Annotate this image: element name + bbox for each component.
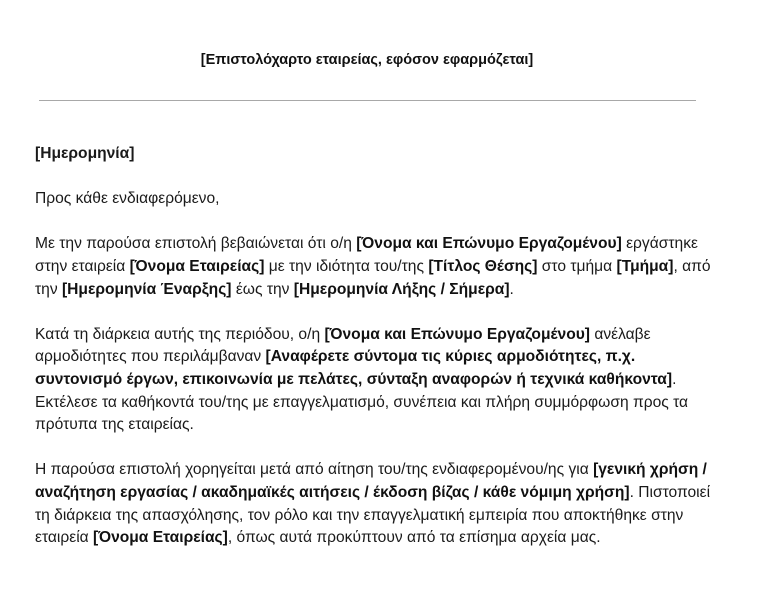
letterhead-placeholder: [Επιστολόχαρτο εταιρείας, εφόσον εφαρμόζεται]: [200, 52, 534, 68]
job-title-placeholder: [Τίτλος Θέσης]: [428, 257, 538, 275]
company-name-placeholder: [Όνομα Εταιρείας]: [93, 529, 228, 547]
text: έως την: [231, 280, 294, 298]
paragraph-responsibilities: [35, 324, 725, 437]
department-placeholder: [Τμήμα]: [616, 257, 674, 275]
date-placeholder: [Ημερομηνία]: [35, 145, 135, 162]
text: Η παρούσα επιστολή χορηγείται μετά από αίτηση του/της ενδιαφερομένου/ης για: [35, 461, 594, 479]
text: , από την: [35, 257, 711, 298]
paragraph-employment-confirmation: [35, 233, 725, 301]
text: . Πιστοποιεί τη διάρκεια της απασχόλησης, τον ρόλο και την επαγγελματική εμπειρία που αποκτήθηκε στην εταιρεία: [35, 483, 711, 547]
text: ανέλαβε αρμοδιότητες που περιλάμβαναν: [35, 325, 651, 366]
start-date-placeholder: [Ημερομηνία Έναρξης]: [61, 280, 232, 298]
responsibilities-placeholder: [Αναφέρετε σύντομα τις κύριες αρμοδιότητες, π.χ. συντονισμό έργων, επικοινωνία με πελάτες, σύνταξη αναφορών ή τεχνικά καθήκοντα]: [35, 348, 673, 388]
employee-name-placeholder: [Όνομα και Επώνυμο Εργαζομένου]: [356, 235, 622, 253]
text: στο τμήμα: [537, 257, 617, 275]
text: Με την παρούσα επιστολή βεβαιώνεται ότι ο/η: [35, 235, 357, 253]
text: . Εκτέλεσε τα καθήκοντά του/της με επαγγελματισμό, συνέπεια και πλήρη συμμόρφωση προς τα πρότυπα της εταιρείας.: [35, 370, 689, 434]
salutation: Προς κάθε ενδιαφερόμενο,: [35, 190, 220, 208]
purpose-placeholder: [γενική χρήση / αναζήτηση εργασίας / ακαδημαϊκές αιτήσεις / έκδοση βίζας / κάθε νόμιμη χρήση]: [35, 461, 707, 501]
text: με την ιδιότητα του/της: [264, 257, 429, 275]
header-divider: [39, 100, 696, 101]
text: .: [509, 280, 514, 298]
letter-body: [35, 143, 725, 572]
employee-name-placeholder: [Όνομα και Επώνυμο Εργαζομένου]: [324, 325, 590, 343]
company-name-placeholder: [Όνομα Εταιρείας]: [129, 257, 265, 275]
text: Κατά τη διάρκεια αυτής της περιόδου, ο/η: [35, 325, 325, 343]
text: εργάστηκε στην εταιρεία: [35, 235, 698, 275]
text: , όπως αυτά προκύπτουν από τα επίσημα αρχεία μας.: [227, 529, 601, 547]
end-date-placeholder: [Ημερομηνία Λήξης / Σήμερα]: [293, 280, 510, 298]
paragraph-purpose: [35, 459, 725, 549]
